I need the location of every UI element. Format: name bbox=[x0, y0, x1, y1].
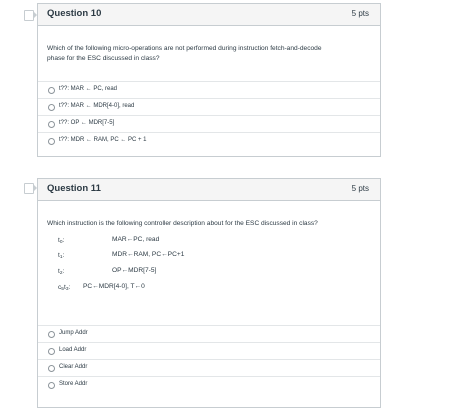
answer-option[interactable] bbox=[38, 81, 380, 98]
answer-label: t??: MAR ← PC, read bbox=[59, 86, 118, 92]
question-card-10 bbox=[37, 3, 381, 157]
radio-button[interactable] bbox=[48, 348, 55, 355]
flag-question-icon[interactable] bbox=[24, 183, 34, 194]
controller-step-desc: OP←MDR[7-5] bbox=[112, 267, 157, 274]
answer-option[interactable] bbox=[38, 325, 380, 342]
answer-option[interactable] bbox=[38, 98, 380, 115]
radio-button[interactable] bbox=[48, 87, 55, 94]
controller-step-label: $t_0$: bbox=[58, 237, 65, 245]
controller-step-desc: PC←MDR[4-0], T←0 bbox=[83, 283, 145, 290]
question-text: Which of the following micro-operations are not performed during instruction fetch-and-decode phase for the ESC discussed in class? bbox=[47, 45, 322, 62]
question-points: 5 pts bbox=[351, 184, 369, 193]
answer-label: Store Addr bbox=[59, 381, 88, 387]
answer-label: t??: MAR ← MDR[4-0], read bbox=[59, 103, 135, 109]
answer-label: Jump Addr bbox=[59, 330, 88, 336]
answer-option[interactable] bbox=[38, 359, 380, 376]
answer-label: Load Addr bbox=[59, 347, 87, 353]
answer-label: t??: OP ← MDR[7-5] bbox=[59, 120, 115, 126]
controller-step-label: $t_1$: bbox=[58, 252, 65, 260]
flag-question-icon[interactable] bbox=[24, 10, 34, 21]
question-header bbox=[38, 179, 380, 201]
radio-button[interactable] bbox=[48, 365, 55, 372]
radio-button[interactable] bbox=[48, 104, 55, 111]
radio-button[interactable] bbox=[48, 331, 55, 338]
question-points: 5 pts bbox=[351, 9, 369, 18]
radio-button[interactable] bbox=[48, 138, 55, 145]
question-header bbox=[38, 4, 380, 26]
answer-label: Clear Addr bbox=[59, 364, 88, 370]
radio-button[interactable] bbox=[48, 121, 55, 128]
answer-label: t??: MDR ← RAM, PC ← PC + 1 bbox=[59, 137, 147, 143]
controller-step-label: $t_2$: bbox=[58, 268, 65, 276]
question-card-11 bbox=[37, 178, 381, 408]
answer-option[interactable] bbox=[38, 132, 380, 149]
controller-step-desc: MDR←RAM, PC←PC+1 bbox=[112, 251, 185, 258]
question-title: Question 10 bbox=[47, 8, 102, 19]
controller-step-desc: MAR←PC, read bbox=[112, 236, 160, 243]
radio-button[interactable] bbox=[48, 382, 55, 389]
answer-option[interactable] bbox=[38, 376, 380, 393]
answer-option[interactable] bbox=[38, 342, 380, 359]
controller-step-label: $c_5t_3$: bbox=[58, 284, 71, 292]
question-text: Which instruction is the following controller description about for the ESC discussed in class? bbox=[47, 220, 318, 227]
answer-option[interactable] bbox=[38, 115, 380, 132]
question-title: Question 11 bbox=[47, 183, 101, 194]
